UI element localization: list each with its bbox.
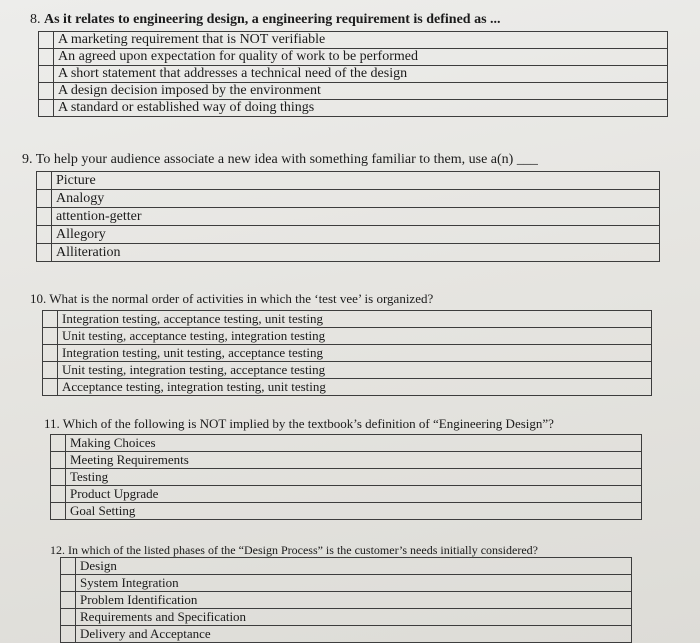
- answer-option-label: Unit testing, acceptance testing, integration testing: [62, 328, 326, 343]
- answer-option[interactable]: [37, 226, 660, 244]
- answer-option[interactable]: [37, 172, 660, 190]
- answer-options-table: [60, 557, 632, 643]
- answer-option-label: A standard or established way of doing things: [58, 100, 315, 115]
- answer-option[interactable]: [39, 100, 668, 117]
- answer-options-table: [50, 434, 642, 520]
- answer-option-label: Goal Setting: [70, 503, 136, 518]
- question-number: 9.: [22, 152, 33, 167]
- question-prompt: Which of the following is NOT implied by the textbook’s definition of “Engineering Design”?: [62, 416, 554, 431]
- answer-option[interactable]: [39, 49, 668, 66]
- answer-option-label: Alliteration: [56, 244, 121, 260]
- answer-options-table: [36, 171, 660, 262]
- answer-option[interactable]: [61, 609, 632, 626]
- answer-checkbox[interactable]: [39, 100, 54, 117]
- answer-option[interactable]: [51, 503, 642, 520]
- answer-checkbox[interactable]: [43, 311, 58, 328]
- answer-options-table: [38, 31, 668, 117]
- answer-option[interactable]: [39, 83, 668, 100]
- answer-checkbox[interactable]: [43, 362, 58, 379]
- answer-checkbox[interactable]: [51, 486, 66, 503]
- answer-option-label: Acceptance testing, integration testing, unit testing: [62, 379, 326, 394]
- answer-option[interactable]: [39, 66, 668, 83]
- answer-checkbox[interactable]: [37, 226, 52, 244]
- answer-checkbox[interactable]: [37, 172, 52, 190]
- answer-option[interactable]: [43, 311, 652, 328]
- answer-option-label: Design: [80, 558, 117, 573]
- answer-option[interactable]: [37, 208, 660, 226]
- question-12-text: [50, 542, 538, 558]
- answer-checkbox[interactable]: [61, 575, 76, 592]
- answer-option-label: Integration testing, unit testing, acceptance testing: [62, 345, 324, 360]
- answer-checkbox[interactable]: [37, 190, 52, 208]
- answer-checkbox[interactable]: [51, 503, 66, 520]
- answer-option[interactable]: [43, 345, 652, 362]
- answer-option[interactable]: [51, 486, 642, 503]
- question-prompt: What is the normal order of activities in which the ‘test vee’ is organized?: [49, 291, 434, 306]
- answer-checkbox[interactable]: [43, 379, 58, 396]
- question-prompt: In which of the listed phases of the “Design Process” is the customer’s needs initially considered?: [68, 543, 538, 557]
- answer-option-label: A marketing requirement that is NOT verifiable: [58, 32, 326, 47]
- answer-option[interactable]: [61, 575, 632, 592]
- answer-option-label: An agreed upon expectation for quality of work to be performed: [58, 49, 418, 64]
- question-number: 8.: [30, 12, 41, 27]
- answer-checkbox[interactable]: [61, 609, 76, 626]
- answer-option-label: A design decision imposed by the environment: [58, 83, 321, 98]
- answer-option[interactable]: [51, 452, 642, 469]
- answer-option-label: A short statement that addresses a technical need of the design: [58, 66, 408, 81]
- answer-option-label: Requirements and Specification: [80, 609, 247, 624]
- answer-checkbox[interactable]: [39, 49, 54, 66]
- answer-option[interactable]: [39, 32, 668, 49]
- answer-option[interactable]: [37, 244, 660, 262]
- question-number: 10.: [30, 291, 47, 306]
- answer-checkbox[interactable]: [37, 208, 52, 226]
- answer-option-label: Meeting Requirements: [70, 452, 189, 467]
- answer-option[interactable]: [43, 379, 652, 396]
- answer-option[interactable]: [61, 626, 632, 643]
- answer-checkbox[interactable]: [43, 345, 58, 362]
- question-9-text: [22, 152, 538, 168]
- answer-option-label: Picture: [56, 172, 96, 188]
- answer-option[interactable]: [61, 558, 632, 575]
- answer-option-label: Problem Identification: [80, 592, 198, 607]
- answer-option[interactable]: [51, 469, 642, 486]
- question-11-text: [44, 416, 554, 432]
- answer-checkbox[interactable]: [61, 626, 76, 643]
- question-number: 11.: [44, 416, 60, 431]
- answer-option-label: Integration testing, acceptance testing, unit testing: [62, 311, 324, 326]
- answer-option[interactable]: [43, 362, 652, 379]
- answer-option[interactable]: [37, 190, 660, 208]
- answer-option[interactable]: [61, 592, 632, 609]
- answer-options-table: [42, 310, 652, 396]
- answer-option-label: Allegory: [56, 226, 106, 242]
- question-10-text: [30, 291, 433, 307]
- answer-option[interactable]: [43, 328, 652, 345]
- question-prompt: To help your audience associate a new idea with something familiar to them, use a(n) ___: [35, 152, 538, 167]
- answer-checkbox[interactable]: [61, 558, 76, 575]
- answer-checkbox[interactable]: [51, 452, 66, 469]
- answer-option-label: Making Choices: [70, 435, 156, 450]
- answer-option-label: Testing: [70, 469, 109, 484]
- answer-checkbox[interactable]: [39, 32, 54, 49]
- answer-option[interactable]: [51, 435, 642, 452]
- answer-checkbox[interactable]: [39, 66, 54, 83]
- answer-checkbox[interactable]: [51, 469, 66, 486]
- answer-checkbox[interactable]: [37, 244, 52, 262]
- answer-option-label: System Integration: [80, 575, 179, 590]
- answer-option-label: Analogy: [56, 190, 105, 206]
- answer-option-label: Unit testing, integration testing, acceptance testing: [62, 362, 326, 377]
- answer-checkbox[interactable]: [43, 328, 58, 345]
- question-prompt: As it relates to engineering design, a engineering requirement is defined as ...: [44, 12, 501, 27]
- question-8-text: [30, 12, 501, 28]
- answer-checkbox[interactable]: [51, 435, 66, 452]
- answer-option-label: Product Upgrade: [70, 486, 159, 501]
- question-number: 12.: [50, 543, 65, 557]
- answer-checkbox[interactable]: [39, 83, 54, 100]
- answer-option-label: Delivery and Acceptance: [80, 626, 211, 641]
- answer-option-label: attention-getter: [56, 208, 142, 224]
- answer-checkbox[interactable]: [61, 592, 76, 609]
